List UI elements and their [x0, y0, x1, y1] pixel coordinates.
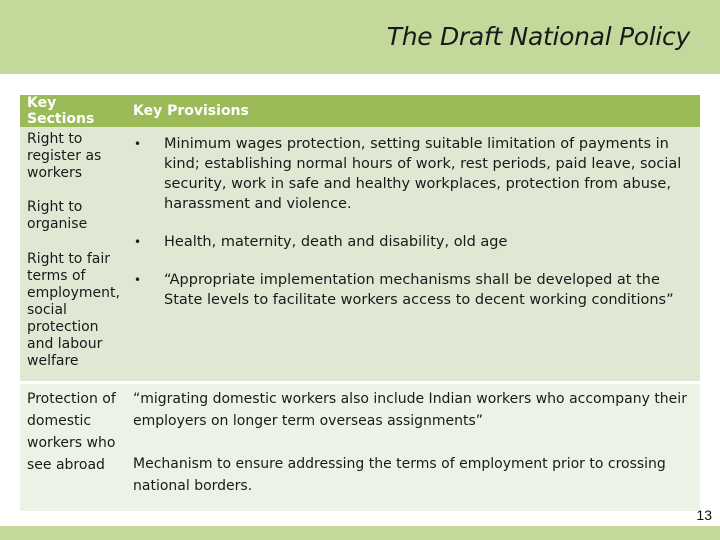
provision-text: “migrating domestic workers also include Indian workers who accompany their employers on longer term overseas assignments”: [133, 391, 687, 429]
table-header-row: [20, 95, 700, 127]
section-fair-terms: Right to fair terms of employment, social protection and labour welfare: [27, 251, 120, 369]
section-domestic-workers: Protection of domestic workers who see abroad: [20, 383, 126, 512]
section-organise: Right to organise: [27, 199, 88, 232]
list-item: [134, 270, 689, 310]
bullet-icon: •: [134, 235, 142, 249]
slide-title: The Draft National Policy: [386, 22, 690, 51]
provisions-cell: [126, 383, 700, 512]
section-register: Right to register as workers: [27, 131, 102, 181]
list-item: [134, 134, 689, 214]
table-row: [20, 127, 700, 383]
provisions-cell: [126, 127, 700, 383]
table-row: [20, 383, 700, 512]
header-key-sections: Key Sections: [20, 95, 126, 127]
provision-text: Health, maternity, death and disability, old age: [164, 234, 508, 250]
page-number: 13: [696, 507, 712, 523]
list-item: [134, 232, 689, 252]
sections-cell: [20, 127, 126, 383]
header-key-provisions: Key Provisions: [126, 95, 700, 127]
provisions-list: [127, 128, 699, 310]
provision-text: “Appropriate implementation mechanisms shall be developed at the State levels to facilitate workers access to decent working conditions”: [164, 272, 674, 308]
bottom-banner: [0, 526, 720, 540]
bullet-icon: •: [134, 137, 142, 151]
policy-table: [20, 95, 700, 511]
provision-text: Mechanism to ensure addressing the terms of employment prior to crossing national borders.: [133, 456, 666, 494]
provision-text: Minimum wages protection, setting suitable limitation of payments in kind; establishing normal hours of work, rest periods, paid leave, social security, work in safe and healthy workplaces, protection from abuse, harassment and violence.: [164, 136, 682, 212]
bullet-icon: •: [134, 273, 142, 287]
